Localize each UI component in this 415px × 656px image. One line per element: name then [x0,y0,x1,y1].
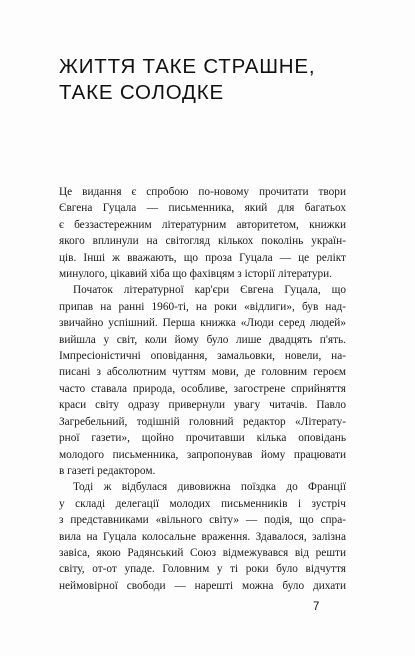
text-line: завіса, якою Радянський Союз відмежувався від решти [59,546,346,559]
chapter-title-line-2: ТАКЕ СОЛОДКЕ [59,81,224,104]
text-line: Це видання є спробою по-новому прочитати твори [59,186,346,198]
text-line: вийшла у світ, коли йому було лише двадцять п'ять. [59,333,346,346]
text-line: Загребельний, тодішній головний редактор «Літерату- [59,415,346,428]
text-line: звичайно успішний. Перша книжка «Люди серед людей» [59,317,346,330]
text-line: Тоді ж відбулася дивовижна поїздка до Франції [73,481,346,494]
chapter-title-line-1: ЖИТТЯ ТАКЕ СТРАШНЕ, [59,55,316,78]
text-line: в газеті редактором. [59,464,156,477]
text-line: є беззастережним літературним авторитетом, книжки [59,218,346,231]
paragraph [59,479,346,594]
chapter-title [59,54,359,106]
text-line: припав на ранні 1960-ті, на роки «відлиги», був над- [59,300,346,313]
text-line: світу, от-от упаде. Головним у ті роки було відчуття [59,563,346,576]
text-line: неймовірної свободи — нарешті можна було дихати [59,579,346,592]
text-line: вила на Гуцала колосальне враження. Здавалося, залізна [59,530,346,543]
text-line: якого вплинули на світогляд кількох поколінь україн- [59,235,346,248]
paragraph [59,184,346,282]
text-line: ців. Інші ж вважають, що проза Гуцала — це релікт [59,251,346,264]
text-line: Євгена Гуцала — письменника, який для багатьох [59,202,346,215]
text-line: часто ставала природа, особливе, загострене сприйняття [59,382,346,395]
text-line: рної газети», щойно прочитавши кілька оповідань [59,432,346,445]
page-number: 7 [313,601,320,613]
text-line: молодого письменника, запропонував йому працювати [59,448,346,461]
text-line: Початок літературної кар'єри Євгена Гуцала, що [73,284,346,297]
body-text [59,184,346,594]
text-line: минулого, цікавий хіба що фахівцям з історії літератури. [59,268,332,281]
text-line: писані з абсолютним чуттям мови, де головним героєм [59,366,346,379]
paragraph [59,282,346,479]
text-line: з представниками «вільного світу» — подія, що спра- [59,514,346,527]
text-line: у складі делегації молодих письменників і зустріч [59,497,346,510]
text-line: Імпресіоністичні оповідання, замальовки, новели, на- [59,350,346,363]
text-line: краси світу одразу привернули увагу читачів. Павло [59,399,346,412]
